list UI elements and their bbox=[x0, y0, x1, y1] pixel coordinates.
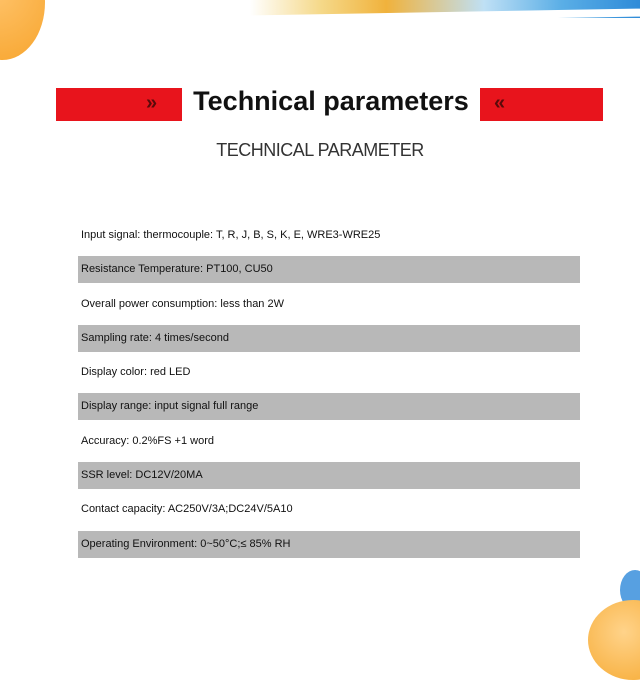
parameter-row-accuracy: Accuracy: 0.2%FS +1 word bbox=[81, 434, 214, 447]
double-chevron-right-icon: » bbox=[146, 92, 154, 114]
decorative-top-stripe bbox=[250, 0, 640, 18]
parameter-row-resistance-temperature: Resistance Temperature: PT100, CU50 bbox=[78, 256, 580, 283]
parameter-row-operating-environment: Operating Environment: 0~50°C;≤ 85% RH bbox=[78, 531, 580, 558]
parameter-row-display-range: Display range: input signal full range bbox=[78, 393, 580, 420]
parameter-row-sampling-rate: Sampling rate: 4 times/second bbox=[78, 325, 580, 352]
page-subtitle: TECHNICAL PARAMETER bbox=[216, 140, 424, 160]
decorative-corner-shape-orange bbox=[588, 600, 640, 680]
parameter-row-display-color: Display color: red LED bbox=[81, 366, 191, 379]
double-chevron-left-icon: « bbox=[494, 92, 502, 114]
parameter-row-input-signal: Input signal: thermocouple: T, R, J, B, S, K, E, WRE3-WRE25 bbox=[81, 229, 381, 241]
parameter-row-ssr-level: SSR level: DC12V/20MA bbox=[78, 462, 580, 489]
parameter-row-power-consumption: Overall power consumption: less than 2W bbox=[81, 297, 284, 310]
left-red-bar bbox=[56, 88, 182, 121]
parameter-row-contact-capacity: Contact capacity: AC250V/3A;DC24V/5A10 bbox=[81, 503, 293, 516]
parameter-list bbox=[78, 222, 580, 565]
right-red-bar bbox=[480, 88, 603, 121]
page-title: Technical parameters bbox=[193, 86, 469, 116]
title-banner bbox=[56, 88, 603, 121]
decorative-corner-shape bbox=[0, 0, 45, 60]
